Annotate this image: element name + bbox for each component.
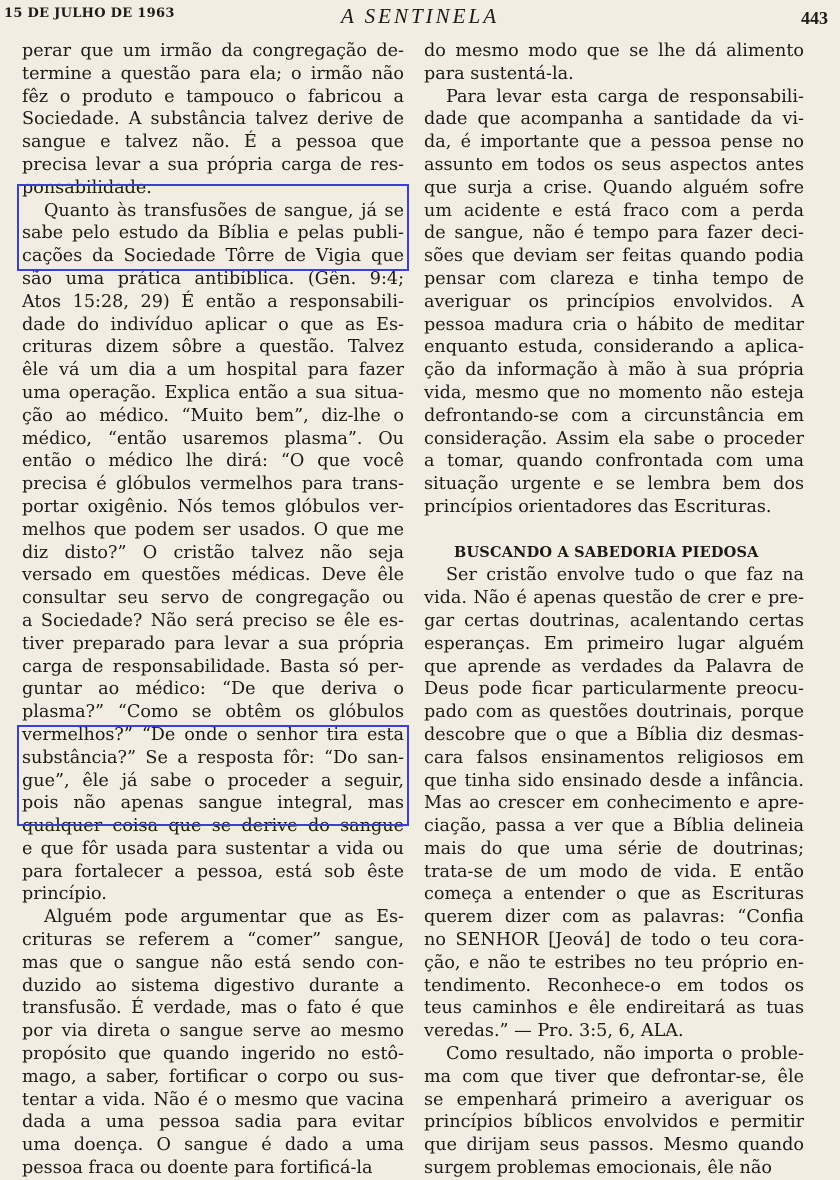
text-line: transfusão. É verdade, mas o fato é que <box>22 998 404 1019</box>
text-line: médico, “então usaremos plasma”. Ou <box>22 428 404 449</box>
text-line: e que fôr usada para sustentar a vida ou <box>22 838 404 859</box>
text-line: da, é importante que a pessoa pense no <box>424 132 804 153</box>
text-line: pado com as questões doutrinais, porque <box>424 702 804 723</box>
text-line: sangue e talvez não. É a pessoa que <box>22 132 404 153</box>
text-line: consideração. Assim ela sabe o proceder <box>424 428 804 449</box>
text-line: dade do indivíduo aplicar o que as Es- <box>22 314 404 335</box>
text-line: êle vá um dia a um hospital para fazer <box>22 360 404 381</box>
text-line: plasma?” “Como se obtêm os glóbulos <box>22 702 404 723</box>
text-line: vermelhos?” “De onde o senhor tira esta <box>22 724 404 745</box>
text-line: ção da informação à mão à sua própria <box>424 360 804 381</box>
text-line: mas que o sangue não está sendo con- <box>22 952 404 973</box>
left-column <box>22 40 404 1180</box>
text-line: mago, a saber, fortificar o corpo ou sus- <box>22 1066 404 1087</box>
text-line: gue”, êle já sabe o proceder a seguir, <box>22 770 404 791</box>
text-line: uma operação. Explica então a sua situa- <box>22 382 404 403</box>
text-line: carga de responsabilidade. Basta só per- <box>22 656 404 677</box>
text-line: veredas.” — Pro. 3:5, 6, ALA. <box>424 1021 684 1042</box>
text-line: vida. Não é apenas questão de crer e pre- <box>424 588 804 609</box>
page-number: 443 <box>801 8 828 28</box>
right-column <box>424 40 804 1180</box>
text-line: mais do que uma série de doutrinas; <box>424 838 804 859</box>
text-line: que dirijam seus passos. Mesmo quando <box>424 1135 804 1156</box>
text-line: defrontando-se com a circunstância em <box>424 405 804 426</box>
text-line: guntar ao médico: “De que deriva o <box>22 679 404 700</box>
text-line: Alguém pode argumentar que as Es- <box>44 907 404 928</box>
text-line: versado em questões médicas. Deve êle <box>22 565 404 586</box>
text-line: Quanto às transfusões de sangue, já se <box>44 200 404 221</box>
section-heading: BUSCANDO A SABEDORIA PIEDOSA <box>454 543 759 561</box>
text-line: Para levar esta carga de responsabili- <box>446 86 804 107</box>
text-line: são uma prática antibíblica. (Gên. 9:4; <box>22 268 404 289</box>
text-line: sabe pelo estudo da Bíblia e pelas publi- <box>22 223 404 244</box>
text-line: averiguar os princípios envolvidos. A <box>424 291 804 312</box>
text-line: então o médico lhe dirá: “O que você <box>22 451 404 472</box>
text-line: que surja a crise. Quando alguém sofre <box>424 177 804 198</box>
text-line: precisa é glóbulos vermelhos para trans- <box>22 474 404 495</box>
text-line: que aprende as verdades da Palavra de <box>424 656 804 677</box>
text-line: portar oxigênio. Nós temos glóbulos ver- <box>22 496 404 517</box>
text-line: ciação, passa a ver que a Bíblia delineia <box>424 816 804 837</box>
text-line: assunto em todos os seus aspectos antes <box>424 154 804 175</box>
text-line: qualquer coisa que se derive do sangue <box>22 816 404 837</box>
page-header <box>0 0 840 36</box>
text-line: princípios bíblicos envolvidos e permitir <box>424 1112 804 1133</box>
text-line: descobre que o que a Bíblia diz desmas- <box>424 724 804 745</box>
text-line: para sustentá-la. <box>424 63 574 84</box>
text-line: duzido ao sistema digestivo durante a <box>22 975 404 996</box>
text-line: gar certas doutrinas, acalentando certas <box>424 610 804 631</box>
text-line: do mesmo modo que se lhe dá alimento <box>424 41 804 61</box>
text-line: Atos 15:28, 29) É então a responsabili- <box>22 291 404 312</box>
text-line: sões que deviam ser feitas quando podia <box>424 246 804 267</box>
text-line: querem dizer com as palavras: “Confia <box>424 907 804 928</box>
text-line: Ser cristão envolve tudo o que faz na <box>446 565 804 586</box>
issue-date: 15 DE JULHO DE 1963 <box>4 6 175 21</box>
text-line: propósito que quando ingerido no estô- <box>22 1044 404 1065</box>
text-line: a tomar, quando confrontada com uma <box>424 451 804 472</box>
text-line: situação urgente e se lembra bem dos <box>424 474 804 495</box>
text-line: ma com que tiver que defrontar-se, êle <box>424 1066 804 1087</box>
text-line: perar que um irmão da congregação de- <box>22 41 404 61</box>
text-line: tendimento. Reconhece-o em todos os <box>424 975 804 996</box>
text-line: princípio. <box>22 884 107 905</box>
text-line: trata-se de um modo de vida. E então <box>424 861 804 882</box>
text-line: de sangue, não é tempo para fazer deci- <box>424 223 804 244</box>
text-line: cara falsos ensinamentos religiosos em <box>424 747 804 768</box>
text-line: um acidente e está fraco com a perda <box>424 200 804 221</box>
text-line: se empenhará primeiro a averiguar os <box>424 1089 804 1110</box>
text-line: crituras se referem a “comer” sangue, <box>22 930 404 951</box>
text-line: pessoa madura cria o hábito de meditar <box>424 314 804 335</box>
text-line: princípios orientadores das Escrituras. <box>424 496 772 517</box>
text-line: tiver preparado para levar a sua própria <box>22 633 404 654</box>
text-line: Como resultado, não importa o proble- <box>446 1044 804 1065</box>
text-line: cações da Sociedade Tôrre de Vigia que <box>22 246 404 267</box>
text-line: no SENHOR [Jeová] de todo o teu cora- <box>424 930 804 951</box>
text-line: por via direta o sangue serve ao mesmo <box>22 1021 404 1042</box>
text-line: vida, mesmo que no momento não esteja <box>424 382 804 403</box>
text-line: diz disto?” O cristão talvez não seja <box>22 542 404 563</box>
section-gap <box>424 519 804 542</box>
text-line: termine a questão para ela; o irmão não <box>22 63 404 84</box>
text-line: consultar seu servo de congregação ou <box>22 588 404 609</box>
text-line: pensar com clareza e tinha tempo de <box>424 268 804 289</box>
text-line: a Sociedade? Não será preciso se êle es- <box>22 610 404 631</box>
text-line: dada a uma pessoa sadia para evitar <box>22 1112 404 1133</box>
text-line: uma doença. O sangue é dado a uma <box>22 1135 404 1156</box>
text-line: fêz o produto e tampouco o fabricou a <box>22 86 404 107</box>
text-line: Deus pode ficar particularmente preocu- <box>424 679 804 700</box>
text-line: precisa levar a sua própria carga de res- <box>22 154 404 175</box>
text-line: surgem problemas emocionais, êle não <box>424 1158 772 1179</box>
text-line: pois não apenas sangue integral, mas <box>22 793 404 814</box>
text-line: para fortalecer a pessoa, está sob êste <box>22 861 404 882</box>
text-line: dade que acompanha a santidade da vi- <box>424 109 804 130</box>
text-line: Mas ao crescer em conhecimento e apre- <box>424 793 804 814</box>
text-line: tentar a vida. Não é o mesmo que vacina <box>22 1089 404 1110</box>
text-line: substância?” Se a resposta fôr: “Do san- <box>22 747 404 768</box>
text-line: ponsabilidade. <box>22 177 152 198</box>
text-line: Sociedade. A substância talvez derive de <box>22 109 404 130</box>
text-line: teus caminhos e êle endireitará as tuas <box>424 998 804 1019</box>
text-line: crituras dizem sôbre a questão. Talvez <box>22 337 404 358</box>
text-line: esperanças. Em primeiro lugar alguém <box>424 633 804 654</box>
text-line: começa a entender o que as Escrituras <box>424 884 804 905</box>
text-line: que tinha sido ensinado desde a infância. <box>424 770 804 791</box>
text-line: melhos que podem ser usados. O que me <box>22 519 404 540</box>
text-line: enquanto estuda, considerando a aplica- <box>424 337 804 358</box>
text-line: ção, e não te estribes no teu próprio en- <box>424 952 804 973</box>
magazine-title: A SENTINELA <box>340 4 500 28</box>
text-line: ção ao médico. “Muito bem”, diz-lhe o <box>22 405 404 426</box>
text-line: pessoa fraca ou doente para fortificá-la <box>22 1158 373 1179</box>
